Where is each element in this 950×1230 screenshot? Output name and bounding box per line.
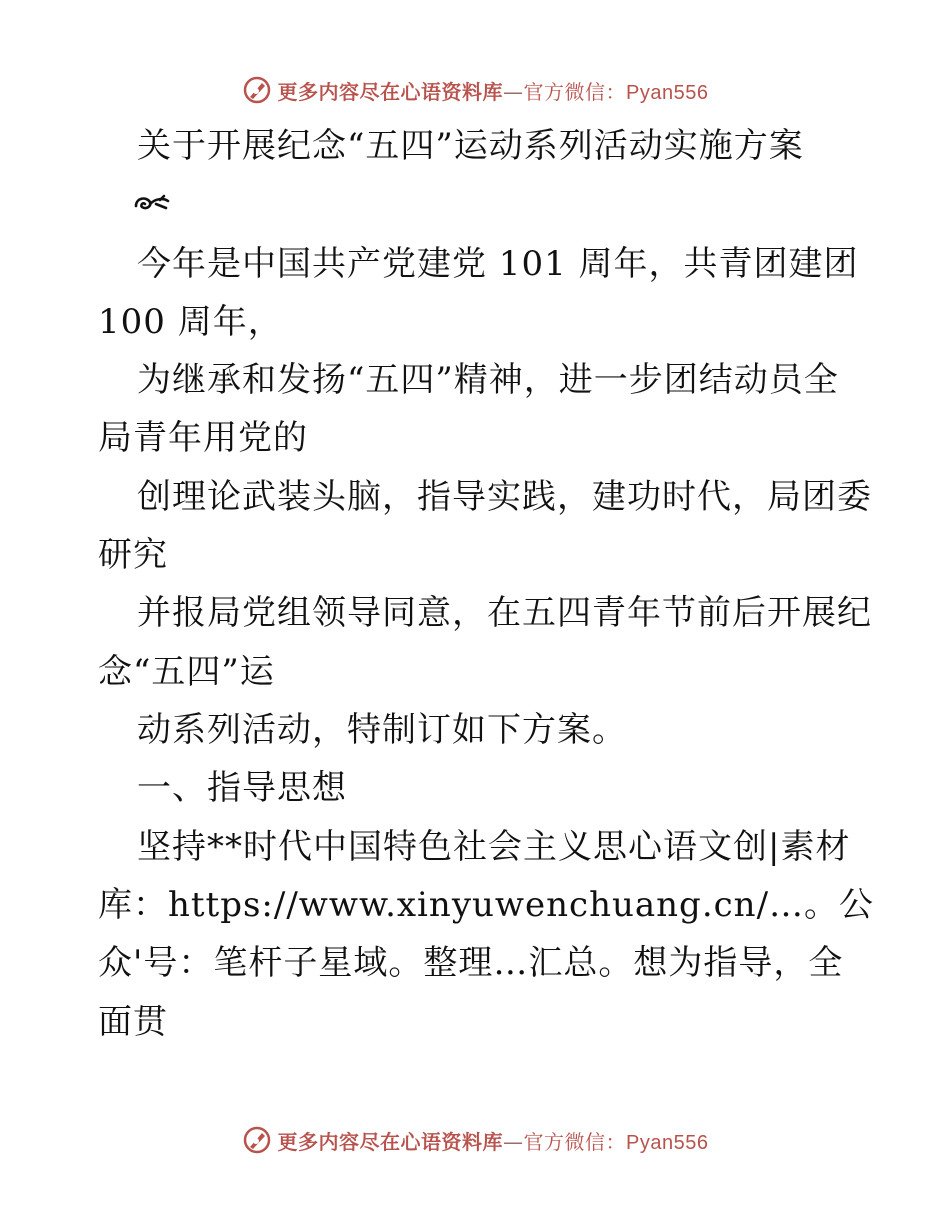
fleuron-icon [132, 192, 172, 216]
paragraph-line: 念“五四”运 [98, 652, 275, 692]
header-watermark [0, 70, 950, 110]
paragraph-line: 研究 [98, 535, 168, 575]
paragraph-line: 众'号：笔杆子星域。整理…汇总。想为指导，全 [98, 943, 844, 983]
paragraph-line: 局青年用党的 [98, 418, 308, 458]
paragraph-line: 库：https://www.xinyuwenchuang.cn/…。公 [98, 885, 875, 925]
contact-info: 官方微信：Pyan556 [523, 81, 709, 104]
banner-separator: — [503, 79, 524, 104]
paragraph-line: 并报局党组领导同意，在五四青年节前后开展纪 [137, 593, 872, 633]
brand-logo-icon [242, 75, 272, 105]
paragraph-line: 面贯 [98, 1002, 168, 1042]
paragraph-line: 动系列活动，特制订如下方案。 [137, 710, 627, 750]
brand-logo-icon [242, 1125, 272, 1155]
paragraph-line: 坚持**时代中国特色社会主义思心语文创|素材 [137, 827, 851, 867]
brand-name: 更多内容尽在心语资料库 [277, 1129, 504, 1154]
footer-watermark [0, 1120, 950, 1160]
banner-separator: — [503, 1129, 524, 1154]
section-heading: 一、指导思想 [137, 768, 347, 808]
paragraph-line: 为继承和发扬“五四”精神，进一步团结动员全 [137, 360, 839, 400]
document-title: 关于开展纪念“五四”运动系列活动实施方案 [137, 126, 804, 166]
brand-name: 更多内容尽在心语资料库 [277, 79, 504, 104]
contact-info: 官方微信：Pyan556 [523, 1131, 709, 1154]
paragraph-line: 创理论武装头脑，指导实践，建功时代，局团委 [137, 477, 872, 517]
paragraph-line: 100 周年， [98, 302, 283, 342]
paragraph-line: 今年是中国共产党建党 101 周年，共青团建团 [137, 244, 859, 284]
